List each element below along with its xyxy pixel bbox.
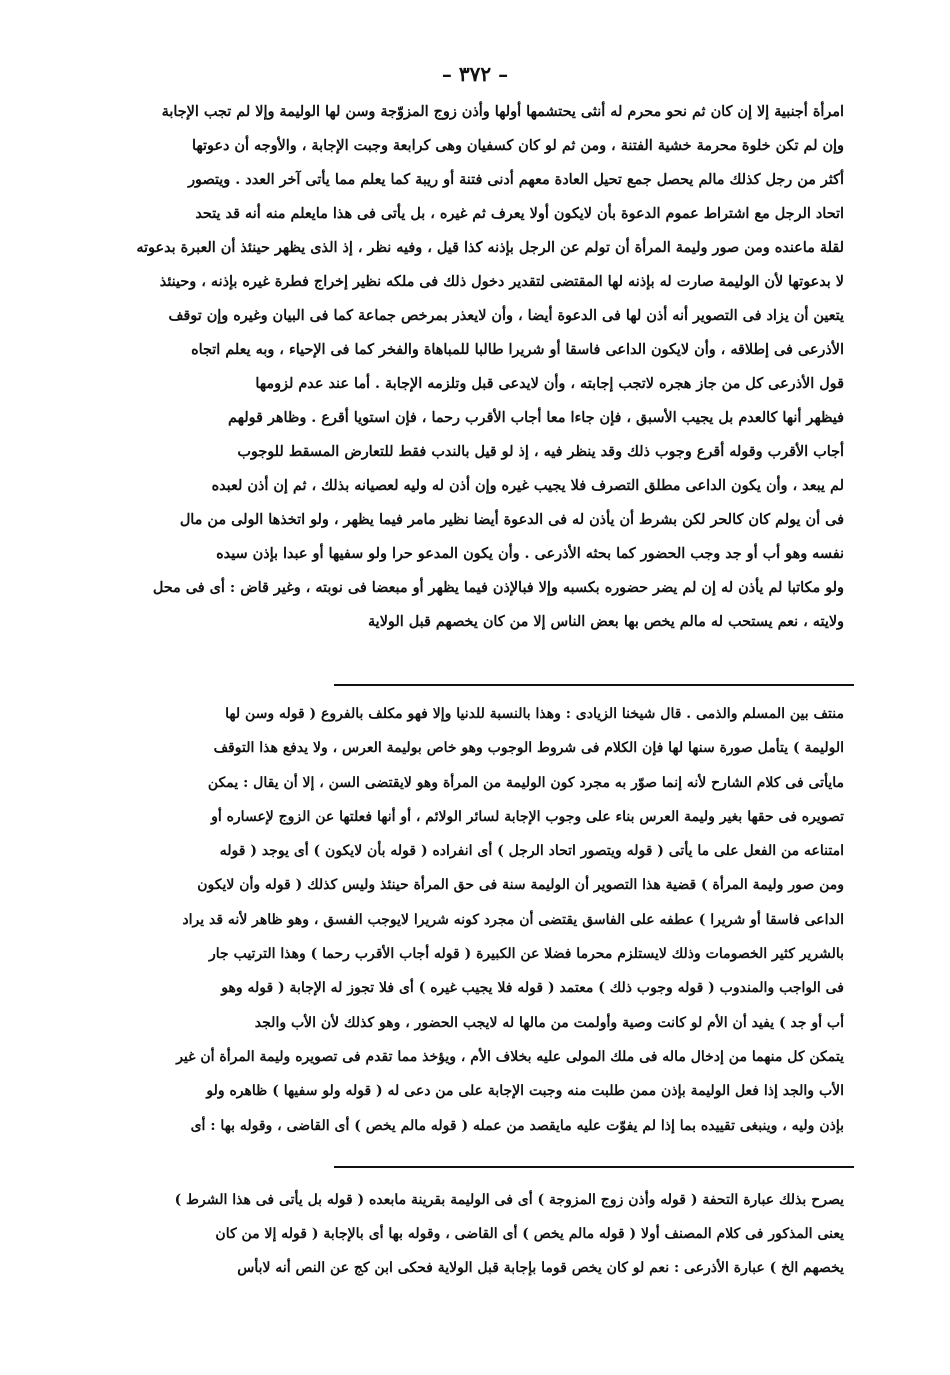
footnote-line: منتف بين المسلم والذمى . قال شيخنا الزيادى : وهذا بالنسبة للدنيا وإلا فهو مكلف بالفروع ( قوله وسن لها xyxy=(225,706,844,722)
text-line: الأذرعى فى إطلاقه ، وأن لايكون الداعى فاسقا أو شريرا طالبا للمباهاة والفخر كما فى الإحياء ، وبه يعلم اتجاه xyxy=(191,341,844,358)
page-number: – ٣٧٢ – xyxy=(441,62,509,86)
footnote-line: الأب والجد إذا فعل الوليمة بإذن ممن طلبت منه وجبت الإجابة على من دعى له ( قوله ولو سفيها ) ظاهره ولو xyxy=(206,1083,844,1100)
text-line: أجاب الأقرب وقوله أقرع وجوب ذلك وقد ينظر فيه ، إذ لو قيل بالندب فقط للتعارض المسقط للوجوب xyxy=(237,443,844,460)
footnote-divider xyxy=(334,1166,854,1168)
footnote-line: يتمكن كل منهما من إدخال ماله فى ملك المولى عليه بخلاف الأم ، ويؤخذ مما تقدم فى تصويره وليمة المرأة أن غير xyxy=(176,1048,844,1065)
text-line: لا بدعوتها لأن الوليمة صارت له بإذنه لها المقتضى لتقدير دخول ذلك فى ملكه نظير إخراج فطرة غيره بإذنه ، وحينئذ xyxy=(159,273,844,290)
footnote-line: يخصهم الخ ) عبارة الأذرعى : نعم لو كان يخص قوما بإجابة قبل الولاية فحكى ابن كج عن النص أنه لابأس xyxy=(237,1260,844,1276)
text-line: ولايته ، نعم يستحب له مالم يخص بها بعض الناس إلا من كان يخصهم قبل الولاية xyxy=(367,613,844,630)
footnote-commentary-1 xyxy=(96,697,844,1143)
footnote-line: الداعى فاسقا أو شريرا ) عطفه على الفاسق يقتضى أن مجرد كونه شريرا لايوجب الفسق ، وهو ظاهر لأنه قد يراد xyxy=(182,911,844,928)
footnote-line: بالشرير كثير الخصومات وذلك لايستلزم محرما فضلا عن الكبيرة ( قوله أجاب الأقرب رحما ) وهذا الترتيب جار xyxy=(209,946,844,963)
footnote-line: يعنى المذكور فى كلام المصنف أولا ( قوله مالم يخص ) أى القاضى ، وقوله بها أى بالإجابة ( قوله إلا من كان xyxy=(215,1226,844,1242)
footnote-line: فى الواجب والمندوب ( قوله وجوب ذلك ) معتمد ( قوله فلا يجيب غيره ) أى فلا تجوز له الإجابة ( قوله وهو xyxy=(221,980,844,997)
footnote-line: الوليمة ) يتأمل صورة سنها لها فإن الكلام فى شروط الوجوب وهو خاص بوليمة العرس ، ولا يدفع هذا التوقف xyxy=(213,740,844,757)
main-text xyxy=(96,95,844,639)
footnote-line: أب أو جد ) يفيد أن الأم لو كانت وصية وأولمت من مالها له لايجب الحضور ، وهو كذلك لأن الأب والجد xyxy=(254,1014,844,1031)
text-line: اتحاد الرجل مع اشتراط عموم الدعوة بأن لايكون أولا يعرف ثم غيره ، بل يأتى فى هذا مايعلم منه أنه قد يتحد xyxy=(195,205,844,222)
text-line: نفسه وهو أب أو جد وجب الحضور كما بحثه الأذرعى . وأن يكون المدعو حرا ولو سفيها أو عبدا بإذن سيده xyxy=(216,545,844,562)
text-line: ولو مكاتبا لم يأذن له إن لم يضر حضوره بكسبه وإلا فبالإذن فيما يظهر أو مبعضا فى نوبته ، وغير قاض : أى فى محل xyxy=(152,579,844,596)
text-line: لقلة ماعنده ومن صور وليمة المرأة أن تولم عن الرجل بإذنه كذا قيل ، وفيه نظر ، إذ الذى يظهر حينئذ أن العبرة بدعوته xyxy=(136,239,844,256)
footnote-line: يصرح بذلك عبارة التحفة ( قوله وأذن زوج المزوجة ) أى فى الوليمة بقرينة مابعده ( قوله بل يأتى فى هذا الشرط ) xyxy=(174,1192,844,1208)
text-line: فى أن يولم كان كالحر لكن بشرط أن يأذن له فى الدعوة أيضا نظير مامر فيما يظهر ، ولو اتخذها الولى من مال xyxy=(179,511,844,528)
footnote-line: امتناعه من الفعل على ما يأتى ( قوله ويتصور اتحاد الرجل ) أى انفراده ( قوله بأن لايكون ) أى يوجد ( قوله xyxy=(219,843,844,860)
text-line: أكثر من رجل كذلك مالم يحصل جمع تحيل العادة معهم أدنى فتنة أو ريبة كما يعلم مما يأتى آخر العدد . ويتصور xyxy=(188,171,844,188)
text-line: لم يبعد ، وأن يكون الداعى مطلق التصرف فلا يجيب غيره وإن أذن له وليه لعصيانه بذلك ، ثم إن أذن لعبده xyxy=(211,477,844,494)
text-line: فيظهر أنها كالعدم بل يجيب الأسبق ، فإن جاءا معا أجاب الأقرب رحما ، فإن استويا أقرع . وظاهر قولهم xyxy=(228,409,844,426)
footnote-line: مايأتى فى كلام الشارح لأنه إنما صوّر به مجرد كون الوليمة من المرأة وهو لايقتضى السن ، إلا أن يقال : يمكن xyxy=(207,774,844,791)
footnote-commentary-2 xyxy=(96,1183,844,1285)
footnote-line: بإذن وليه ، وينبغى تقييده بما إذا لم يفوّت عليه مايقصد من عمله ( قوله مالم يخص ) أى القاضى ، وقوله بها : أى xyxy=(190,1117,844,1134)
footnote-line: تصويره فى حقها بغير وليمة العرس بناء على وجوب الإجابة لسائر الولائم ، أو أنها فعلتها عن الزوج لإعساره أو xyxy=(211,808,844,825)
text-line: امرأة أجنبية إلا إن كان ثم نحو محرم له أنثى يحتشمها أولها وأذن زوج المزوّجة وسن لها الوليمة وإلا لم تجب الإجابة xyxy=(161,103,844,120)
footnote-line: ومن صور وليمة المرأة ) قضية هذا التصوير أن الوليمة سنة فى حق المرأة حينئذ وليس كذلك ( قوله وأن لايكون xyxy=(197,877,844,894)
text-line: وإن لم تكن خلوة محرمة خشية الفتنة ، ومن ثم لو كان كسفيان وهى كرابعة وجبت الإجابة ، والأوجه أن دعوتها xyxy=(191,137,844,154)
footnote-divider xyxy=(334,684,854,686)
text-line: قول الأذرعى كل من جاز هجره لاتجب إجابته ، وأن لايدعى قبل وتلزمه الإجابة . أما عند عدم لزومها xyxy=(255,375,844,392)
text-line: يتعين أن يزاد فى التصوير أنه أذن لها فى الدعوة أيضا ، وأن لايعذر بمرخص جماعة كما فى البيان وغيره وإن توقف xyxy=(168,307,844,324)
